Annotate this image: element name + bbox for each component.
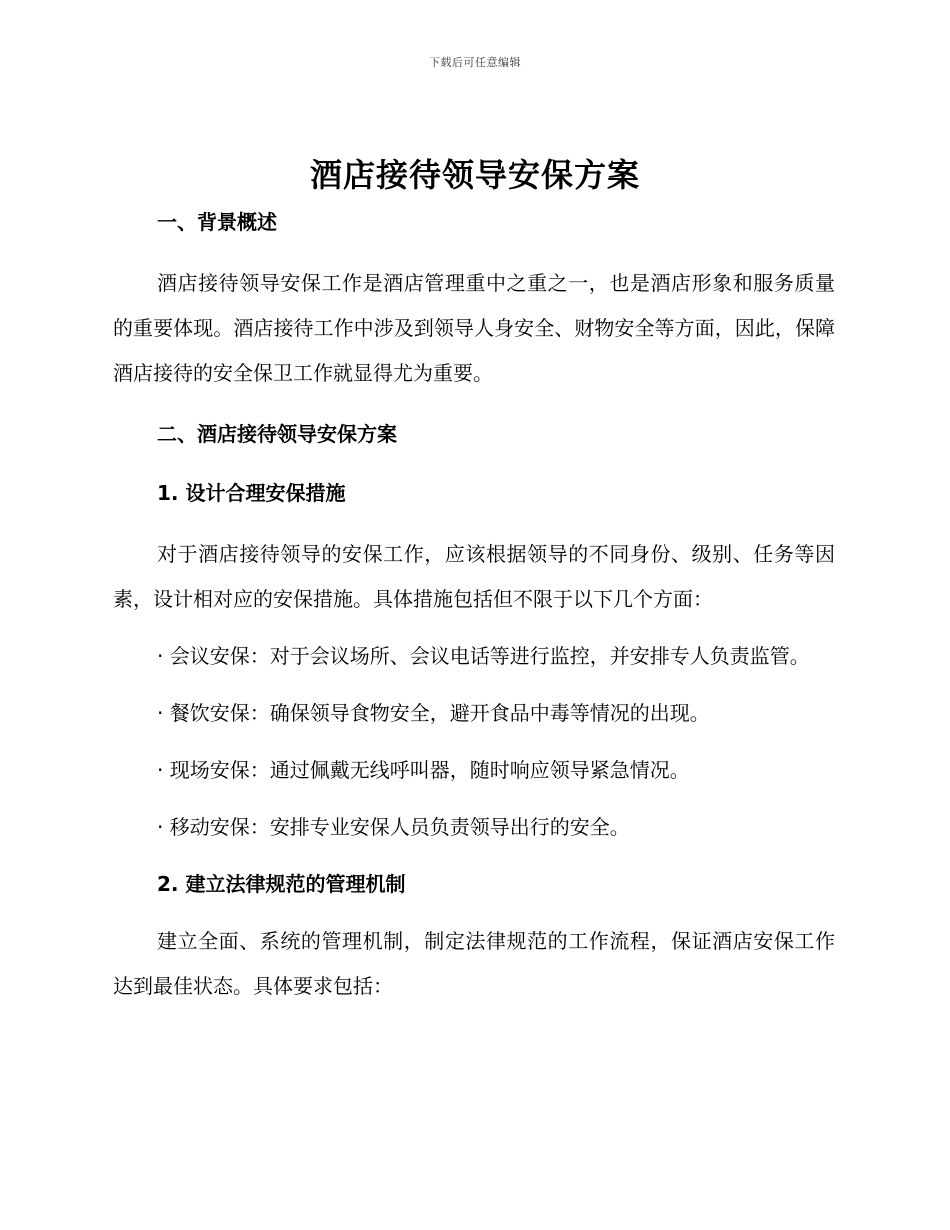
paragraph-measures: 对于酒店接待领导的安保工作，应该根据领导的不同身份、级别、任务等因素，设计相对应的安保措施。具体措施包括但不限于以下几个方面： — [113, 542, 835, 611]
paragraph-mechanism: 建立全面、系统的管理机制，制定法律规范的工作流程，保证酒店安保工作达到最佳状态。具体要求包括： — [113, 929, 835, 998]
section-heading-background: 一、背景概述 — [157, 210, 277, 234]
header-note: 下载后可任意编辑 — [429, 56, 521, 69]
document-body — [113, 205, 835, 1009]
subsection-heading-measures: 1. 设计合理安保措施 — [157, 481, 346, 505]
subsection-heading-mechanism: 2. 建立法律规范的管理机制 — [157, 872, 406, 896]
section-heading-plan: 二、酒店接待领导安保方案 — [157, 422, 397, 446]
bullet-item: · 移动安保：安排专业安保人员负责领导出行的安全。 — [157, 815, 630, 839]
document-title: 酒店接待领导安保方案 — [309, 156, 640, 194]
bullet-item: · 餐饮安保：确保领导食物安全，避开食品中毒等情况的出现。 — [157, 701, 710, 725]
paragraph-background: 酒店接待领导安保工作是酒店管理重中之重之一，也是酒店形象和服务质量的重要体现。酒店接待工作中涉及到领导人身安全、财物安全等方面，因此，保障酒店接待的安全保卫工作就显得尤为重要。 — [113, 271, 835, 385]
bullet-item: · 现场安保：通过佩戴无线呼叫器，随时响应领导紧急情况。 — [157, 758, 690, 782]
bullet-item: · 会议安保：对于会议场所、会议电话等进行监控，并安排专人负责监管。 — [157, 644, 810, 668]
